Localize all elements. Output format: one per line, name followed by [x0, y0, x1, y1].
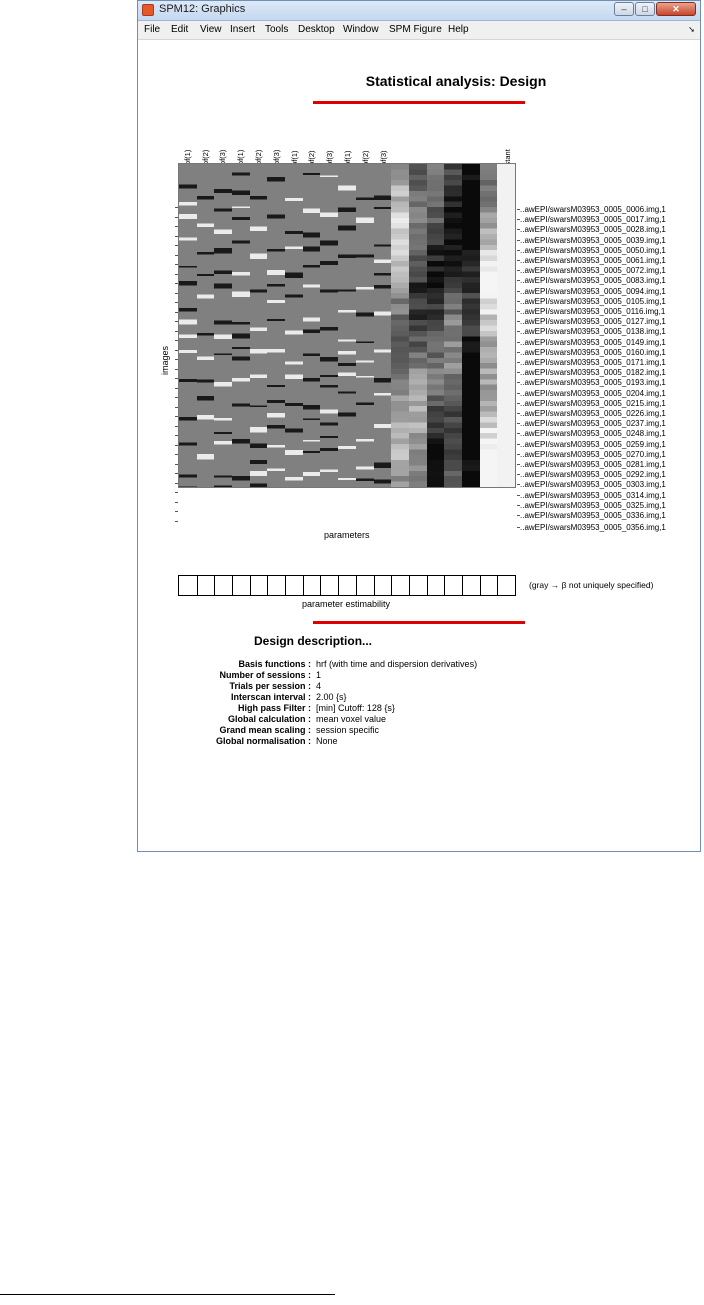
left-tick: [175, 274, 178, 275]
title-underline: [313, 101, 525, 104]
estimability-cell: [197, 576, 198, 595]
estimability-cell: [320, 576, 321, 595]
footnote-rule: [0, 1294, 335, 1295]
design-matrix: [178, 163, 516, 488]
left-tick: [175, 217, 178, 218]
estimability-bar: [178, 575, 516, 596]
description-key: Grand mean scaling :: [219, 725, 311, 735]
estimability-cell: [338, 576, 339, 595]
left-tick: [175, 502, 178, 503]
row-label: ..awEPI/swarsM03953_0005_0248.img,1: [520, 429, 666, 439]
matrix-column: [214, 164, 232, 487]
left-tick: [175, 207, 178, 208]
estimability-cell: [356, 576, 357, 595]
estimability-cell: [250, 576, 251, 595]
row-label: ..awEPI/swarsM03953_0005_0193.img,1: [520, 378, 666, 388]
menu-desktop[interactable]: Desktop: [298, 24, 335, 35]
left-tick: [175, 340, 178, 341]
matrix-column: [232, 164, 250, 487]
description-title: Design description...: [254, 634, 373, 648]
row-label: ..awEPI/swarsM03953_0005_0160.img,1: [520, 347, 666, 357]
description-key: Number of sessions :: [219, 670, 311, 680]
menu-spm-figure[interactable]: SPM Figure: [389, 24, 442, 35]
description-value: 4: [316, 681, 322, 691]
description-row: [0, 736, 704, 747]
matrix-column: [285, 164, 303, 487]
estimability-cell: [391, 576, 392, 595]
estimability-cell: [480, 576, 481, 595]
row-label: ..awEPI/swarsM03953_0005_0314.img,1: [520, 490, 666, 500]
x-axis-label: parameters: [324, 530, 370, 540]
section-divider: [313, 621, 525, 624]
row-label: ..awEPI/swarsM03953_0005_0336.img,1: [520, 511, 666, 520]
estimability-cell: [462, 576, 463, 595]
description-value: 1: [316, 670, 322, 680]
row-label: ..awEPI/swarsM03953_0005_0226.img,1: [520, 409, 666, 418]
description-value: hrf (with time and dispersion derivatives): [316, 659, 478, 669]
matlab-app-icon: [142, 4, 154, 16]
left-tick: [175, 492, 178, 493]
left-tick: [175, 397, 178, 398]
dock-arrow-icon[interactable]: ➘: [688, 25, 695, 34]
row-label: ..awEPI/swarsM03953_0005_0204.img,1: [520, 388, 666, 398]
left-tick: [175, 473, 178, 474]
title-bar[interactable]: [138, 1, 700, 21]
left-tick: [175, 255, 178, 256]
left-tick: [175, 416, 178, 417]
estimability-cell: [497, 576, 498, 595]
description-key: Trials per session :: [229, 681, 311, 691]
row-label: ..awEPI/swarsM03953_0005_0171.img,1: [520, 358, 666, 367]
description-key: Interscan interval :: [230, 692, 311, 702]
row-label: ..awEPI/swarsM03953_0005_0050.img,1: [520, 245, 666, 255]
menu-help[interactable]: Help: [448, 24, 469, 35]
close-button[interactable]: ✕: [656, 2, 696, 16]
estimability-cell: [267, 576, 268, 595]
menu-view[interactable]: View: [200, 24, 222, 35]
left-tick: [175, 350, 178, 351]
matrix-column: [374, 164, 392, 487]
left-tick: [175, 426, 178, 427]
description-value: session specific: [316, 725, 380, 735]
menu-file[interactable]: File: [144, 24, 161, 35]
matrix-column: [497, 164, 515, 487]
description-value: None: [316, 736, 338, 746]
left-tick: [175, 283, 178, 284]
row-label: ..awEPI/swarsM03953_0005_0105.img,1: [520, 296, 666, 306]
left-tick: [175, 435, 178, 436]
description-row: [0, 692, 704, 703]
left-tick: [175, 236, 178, 237]
left-tick: [175, 226, 178, 227]
description-value: [min] Cutoff: 128 {s}: [316, 703, 395, 713]
row-label: ..awEPI/swarsM03953_0005_0270.img,1: [520, 449, 666, 459]
menu-tools[interactable]: Tools: [265, 24, 289, 35]
left-tick: [175, 388, 178, 389]
estimability-note: (gray → β not uniquely specified): [529, 580, 654, 590]
row-label: ..awEPI/swarsM03953_0005_0017.img,1: [520, 215, 666, 225]
left-tick: [175, 321, 178, 322]
estimability-cell: [285, 576, 286, 595]
left-tick: [175, 407, 178, 408]
estimability-cell: [214, 576, 215, 595]
row-label: ..awEPI/swarsM03953_0005_0182.img,1: [520, 368, 666, 378]
description-key: Basis functions :: [238, 659, 311, 669]
row-label: ..awEPI/swarsM03953_0005_0325.img,1: [520, 500, 666, 510]
estimability-cell: [374, 576, 375, 595]
left-tick: [175, 312, 178, 313]
estimability-cell: [427, 576, 428, 595]
estimability-cell: [303, 576, 304, 595]
description-row: [0, 725, 704, 736]
left-tick: [175, 293, 178, 294]
estimability-cell: [444, 576, 445, 595]
description-key: High pass Filter :: [237, 703, 311, 713]
left-tick: [175, 378, 178, 379]
left-tick: [175, 511, 178, 512]
matrix-column: [409, 164, 427, 487]
row-label: ..awEPI/swarsM03953_0005_0039.img,1: [520, 235, 666, 245]
left-tick: [175, 245, 178, 246]
description-row: [0, 703, 704, 714]
row-label: ..awEPI/swarsM03953_0005_0138.img,1: [520, 327, 666, 337]
row-label: ..awEPI/swarsM03953_0005_0094.img,1: [520, 286, 666, 296]
matrix-column: [303, 164, 321, 487]
row-label: ..awEPI/swarsM03953_0005_0149.img,1: [520, 337, 666, 347]
row-label: ..awEPI/swarsM03953_0005_0116.img,1: [520, 307, 666, 316]
menu-window[interactable]: Window: [343, 24, 379, 35]
description-value: 2.00 {s}: [316, 692, 347, 702]
row-label: ..awEPI/swarsM03953_0005_0028.img,1: [520, 225, 666, 235]
left-tick: [175, 521, 178, 522]
estimability-label: parameter estimability: [302, 599, 391, 609]
left-tick: [175, 483, 178, 484]
description-row: [0, 681, 704, 692]
matrix-column: [480, 164, 498, 487]
row-label: ..awEPI/swarsM03953_0005_0292.img,1: [520, 470, 666, 480]
row-label: ..awEPI/swarsM03953_0005_0127.img,1: [520, 317, 666, 327]
description-key: Global calculation :: [227, 714, 311, 724]
estimability-cell: [409, 576, 410, 595]
left-tick: [175, 464, 178, 465]
row-label: ..awEPI/swarsM03953_0005_0061.img,1: [520, 256, 666, 265]
matrix-column: [250, 164, 268, 487]
description-value: mean voxel value: [316, 714, 387, 724]
minimize-button[interactable]: –: [614, 2, 634, 16]
row-label: ..awEPI/swarsM03953_0005_0006.img,1: [520, 205, 666, 214]
description-key: Global normalisation :: [215, 736, 311, 746]
menu-edit[interactable]: Edit: [171, 24, 189, 35]
matrix-column: [320, 164, 338, 487]
description-row: [0, 670, 704, 681]
row-label: ..awEPI/swarsM03953_0005_0237.img,1: [520, 419, 666, 429]
window-title: SPM12: Graphics: [159, 3, 246, 15]
left-tick: [175, 454, 178, 455]
matrix-column: [391, 164, 409, 487]
left-tick: [175, 369, 178, 370]
row-label: ..awEPI/swarsM03953_0005_0072.img,1: [520, 266, 666, 276]
row-label: ..awEPI/swarsM03953_0005_0215.img,1: [520, 398, 666, 408]
left-tick: [175, 359, 178, 360]
matrix-column: [444, 164, 462, 487]
left-tick: [175, 264, 178, 265]
menu-insert[interactable]: Insert: [230, 24, 256, 35]
matrix-column: [338, 164, 356, 487]
row-label: ..awEPI/swarsM03953_0005_0281.img,1: [520, 460, 666, 469]
matrix-column: [197, 164, 215, 487]
row-label: ..awEPI/swarsM03953_0005_0259.img,1: [520, 439, 666, 449]
matrix-column: [462, 164, 480, 487]
row-label: ..awEPI/swarsM03953_0005_0303.img,1: [520, 480, 666, 490]
menu-bar: [138, 21, 700, 40]
left-tick: [175, 331, 178, 332]
description-row: [0, 714, 704, 725]
y-axis-label: images: [160, 345, 170, 375]
figure-title: Statistical analysis: Design: [365, 73, 547, 89]
matrix-column: [427, 164, 445, 487]
matrix-column: [356, 164, 374, 487]
row-label: ..awEPI/swarsM03953_0005_0356.img,1: [520, 523, 666, 532]
matrix-column: [267, 164, 285, 487]
matrix-column: [179, 164, 197, 487]
left-tick: [175, 302, 178, 303]
description-row: [0, 659, 704, 670]
maximize-button[interactable]: □: [635, 2, 655, 16]
row-label: ..awEPI/swarsM03953_0005_0083.img,1: [520, 276, 666, 286]
left-tick: [175, 445, 178, 446]
estimability-cell: [232, 576, 233, 595]
